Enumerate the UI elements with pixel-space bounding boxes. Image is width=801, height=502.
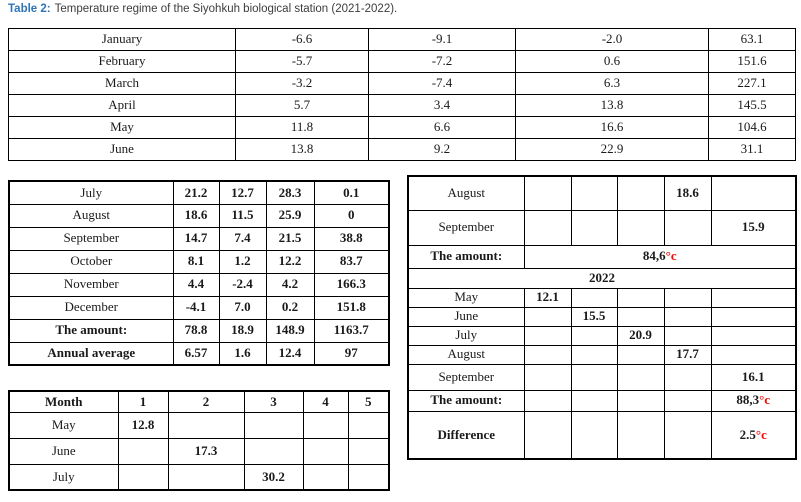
value-cell	[571, 288, 617, 307]
row-label-cell: November	[9, 273, 173, 296]
value-cell	[571, 364, 617, 390]
value-cell: -3.2	[236, 73, 369, 95]
row-label-cell: Annual average	[9, 342, 173, 365]
row-label-cell: June	[9, 139, 236, 161]
table-row	[9, 273, 389, 296]
value-cell: 9.2	[369, 139, 516, 161]
value-cell	[711, 307, 796, 326]
table-row	[9, 342, 389, 365]
value-cell	[711, 176, 796, 210]
table-row	[9, 227, 389, 250]
value-cell	[524, 210, 571, 245]
table-row	[9, 250, 389, 273]
table-caption-label: Table 2:	[8, 3, 51, 15]
value-cell	[168, 412, 244, 438]
value-cell: 1	[118, 391, 168, 412]
value-cell: 88,3°c	[711, 390, 796, 411]
value-cell	[664, 307, 711, 326]
value-cell	[348, 412, 389, 438]
row-label-cell: October	[9, 250, 173, 273]
value-cell	[524, 326, 571, 345]
table-monthly-2021	[8, 28, 796, 161]
value-cell: 63.1	[709, 29, 796, 51]
row-label-cell: August	[408, 176, 524, 210]
value-cell: 1.2	[219, 250, 266, 273]
row-label-cell: April	[9, 95, 236, 117]
table-pentads-2021	[8, 390, 390, 491]
value-cell: 22.9	[516, 139, 709, 161]
value-cell: 28.3	[266, 181, 314, 204]
value-cell: 11.5	[219, 204, 266, 227]
value-cell	[571, 345, 617, 364]
value-cell	[524, 176, 571, 210]
value-cell	[664, 288, 711, 307]
value-cell	[524, 307, 571, 326]
value-cell: 3	[244, 391, 303, 412]
value-cell: 2	[168, 391, 244, 412]
table-row	[408, 345, 796, 364]
value-cell: 166.3	[314, 273, 389, 296]
value-cell: 0.6	[516, 51, 709, 73]
value-cell	[617, 210, 664, 245]
table-row	[9, 412, 389, 438]
value-cell: 31.1	[709, 139, 796, 161]
value-cell	[664, 411, 711, 459]
value-cell: 145.5	[709, 95, 796, 117]
value-cell	[524, 411, 571, 459]
value-cell	[348, 464, 389, 490]
value-cell: 83.7	[314, 250, 389, 273]
value-cell: 13.8	[516, 95, 709, 117]
row-label-cell: June	[408, 307, 524, 326]
value-cell: 0	[314, 204, 389, 227]
row-label-cell: Month	[9, 391, 118, 412]
value-cell: 14.7	[173, 227, 219, 250]
row-label-cell: September	[408, 364, 524, 390]
value-cell	[617, 288, 664, 307]
row-label-cell: The amount:	[408, 245, 524, 268]
value-cell: 1.6	[219, 342, 266, 365]
value-cell: -7.4	[369, 73, 516, 95]
row-label-cell: August	[9, 204, 173, 227]
value-cell: 30.2	[244, 464, 303, 490]
value-cell: 21.2	[173, 181, 219, 204]
value-cell: 0.2	[266, 296, 314, 319]
value-cell	[571, 210, 617, 245]
value-cell	[524, 364, 571, 390]
value-cell: 16.1	[711, 364, 796, 390]
value-cell	[571, 411, 617, 459]
value-cell	[617, 390, 664, 411]
table-row	[408, 245, 796, 268]
table-second-half-2021	[8, 180, 390, 366]
row-label-cell: June	[9, 438, 118, 464]
value-cell	[617, 345, 664, 364]
value-cell: 6.6	[369, 117, 516, 139]
table-row	[408, 326, 796, 345]
value-cell: 15.9	[711, 210, 796, 245]
celsius-unit: °c	[665, 248, 677, 264]
row-label-cell: January	[9, 29, 236, 51]
table-row	[408, 411, 796, 459]
row-label-cell: The amount:	[9, 319, 173, 342]
value-cell: 38.8	[314, 227, 389, 250]
value-cell	[524, 345, 571, 364]
value-cell: 18.6	[173, 204, 219, 227]
value-cell	[711, 288, 796, 307]
value-cell: -7.2	[369, 51, 516, 73]
value-cell: 1163.7	[314, 319, 389, 342]
value-cell: 84,6°c	[524, 245, 796, 268]
value-cell: 97	[314, 342, 389, 365]
row-label-cell: May	[9, 412, 118, 438]
table-row	[408, 288, 796, 307]
value-cell: 6.57	[173, 342, 219, 365]
row-label-cell: May	[9, 117, 236, 139]
value-cell: 4.4	[173, 273, 219, 296]
value-cell	[664, 390, 711, 411]
value-cell: -4.1	[173, 296, 219, 319]
value-cell: 13.8	[236, 139, 369, 161]
table-row	[9, 204, 389, 227]
value-cell: 78.8	[173, 319, 219, 342]
value-cell: 8.1	[173, 250, 219, 273]
value-cell	[617, 176, 664, 210]
value-cell	[303, 412, 348, 438]
table-row	[9, 51, 796, 73]
value-cell: 12.7	[219, 181, 266, 204]
value-cell: 7.0	[219, 296, 266, 319]
value-cell	[711, 345, 796, 364]
table-row	[9, 181, 389, 204]
value-cell	[118, 464, 168, 490]
table-row	[9, 117, 796, 139]
table-caption-text: Temperature regime of the Siyohkuh biological station (2021-2022).	[54, 3, 398, 15]
value-cell	[118, 438, 168, 464]
value-cell: 148.9	[266, 319, 314, 342]
table-row	[9, 296, 389, 319]
value-cell: -5.7	[236, 51, 369, 73]
celsius-unit: °c	[755, 426, 767, 442]
table-row	[408, 307, 796, 326]
value-cell: -6.6	[236, 29, 369, 51]
celsius-unit: °c	[759, 392, 771, 408]
value-cell	[571, 326, 617, 345]
table-row	[408, 268, 796, 288]
row-label-cell: The amount:	[408, 390, 524, 411]
table-row	[9, 464, 389, 490]
value-cell: 18.9	[219, 319, 266, 342]
row-label-cell: July	[408, 326, 524, 345]
table-row	[9, 438, 389, 464]
value-cell	[664, 364, 711, 390]
row-label-cell: July	[9, 464, 118, 490]
value-cell: 4	[303, 391, 348, 412]
value-cell: 12.8	[118, 412, 168, 438]
value-cell: 151.6	[709, 51, 796, 73]
value-cell: 20.9	[617, 326, 664, 345]
value-cell: 0.1	[314, 181, 389, 204]
value-cell: 12.1	[524, 288, 571, 307]
value-cell	[571, 176, 617, 210]
row-label-cell: September	[9, 227, 173, 250]
table-row	[408, 210, 796, 245]
row-label-cell: Difference	[408, 411, 524, 459]
value-cell: 15.5	[571, 307, 617, 326]
value-cell: 18.6	[664, 176, 711, 210]
table-row	[9, 391, 389, 412]
value-cell	[664, 326, 711, 345]
value-cell: 12.4	[266, 342, 314, 365]
value-cell: -2.4	[219, 273, 266, 296]
value-cell	[348, 438, 389, 464]
value-cell	[617, 411, 664, 459]
value-cell: 227.1	[709, 73, 796, 95]
value-cell: 17.3	[168, 438, 244, 464]
value-cell	[617, 307, 664, 326]
value-cell: 5	[348, 391, 389, 412]
value-cell	[303, 464, 348, 490]
table-row	[408, 390, 796, 411]
value-cell: 17.7	[664, 345, 711, 364]
value-cell	[571, 390, 617, 411]
table-row	[9, 73, 796, 95]
table-row	[9, 29, 796, 51]
value-cell: -9.1	[369, 29, 516, 51]
table-row	[408, 176, 796, 210]
row-label-cell: August	[408, 345, 524, 364]
value-cell: 4.2	[266, 273, 314, 296]
table-caption	[8, 2, 397, 16]
value-cell	[617, 364, 664, 390]
row-label-cell: July	[9, 181, 173, 204]
table-row	[408, 364, 796, 390]
table-comparison-2021-2022	[407, 175, 797, 460]
row-label-cell: February	[9, 51, 236, 73]
value-cell: 7.4	[219, 227, 266, 250]
row-label-cell: May	[408, 288, 524, 307]
value-cell: 104.6	[709, 117, 796, 139]
value-cell	[524, 390, 571, 411]
value-cell: 6.3	[516, 73, 709, 95]
value-cell: 25.9	[266, 204, 314, 227]
value-cell: 2022	[408, 268, 796, 288]
value-cell	[168, 464, 244, 490]
value-cell: 11.8	[236, 117, 369, 139]
table-row	[9, 319, 389, 342]
row-label-cell: December	[9, 296, 173, 319]
value-cell: 21.5	[266, 227, 314, 250]
value-cell: 5.7	[236, 95, 369, 117]
row-label-cell: September	[408, 210, 524, 245]
value-cell: 151.8	[314, 296, 389, 319]
value-cell: -2.0	[516, 29, 709, 51]
table-row	[9, 139, 796, 161]
value-cell	[711, 326, 796, 345]
value-cell: 3.4	[369, 95, 516, 117]
row-label-cell: March	[9, 73, 236, 95]
value-cell	[303, 438, 348, 464]
value-cell: 12.2	[266, 250, 314, 273]
value-cell	[244, 438, 303, 464]
value-cell: 16.6	[516, 117, 709, 139]
table-row	[9, 95, 796, 117]
value-cell	[244, 412, 303, 438]
value-cell: 2.5°c	[711, 411, 796, 459]
value-cell	[664, 210, 711, 245]
